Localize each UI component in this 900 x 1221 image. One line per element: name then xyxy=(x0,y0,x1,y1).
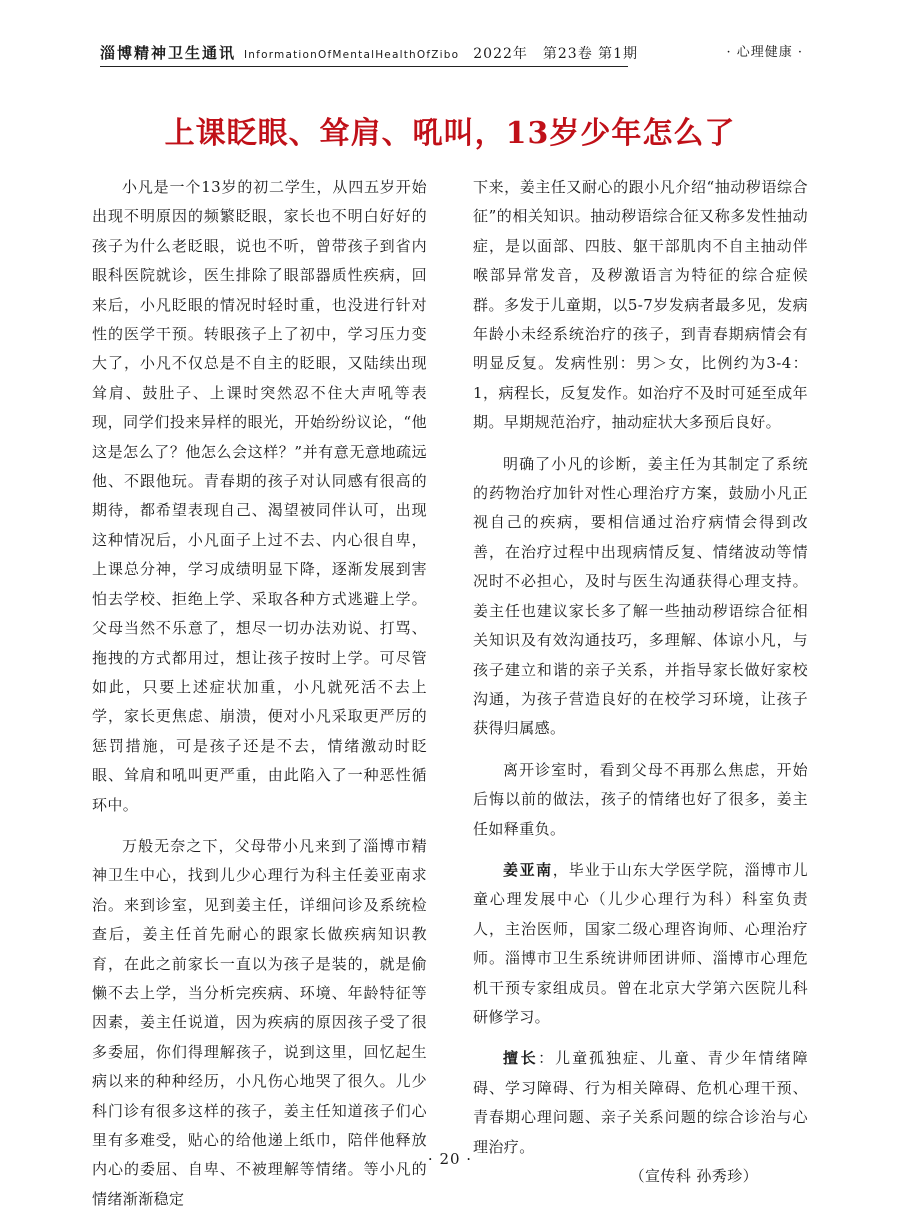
author-bio xyxy=(473,856,808,1032)
page-number: · 20 · xyxy=(427,1150,473,1168)
author-specialty xyxy=(473,1044,808,1162)
running-header xyxy=(100,40,800,66)
paragraph: 明确了小凡的诊断，姜主任为其制定了系统的药物治疗加针对性心理治疗方案，鼓励小凡正视自己的疾病，要相信通过治疗病情会得到改善，在治疗过程中出现病情反复、情绪波动等情况时不必担心，及时与医生沟通获得心理支持。姜主任也建议家长多了解一些抽动秽语综合征相关知识及有效沟通技巧，多理解、体谅小凡，与孩子建立和谐的亲子关系，并指导家长做好家校沟通，为孩子营造良好的在校学习环境，让孩子获得归属感。 xyxy=(473,454,808,738)
paragraph: 万般无奈之下，父母带小凡来到了淄博市精神卫生中心，找到儿少心理行为科主任姜亚南求治。来到诊室，见到姜主任，详细问诊及系统检查后，姜主任首先耐心的跟家长做疾病知识教育，在此之前家长一直以为孩子是装的，就是偷懒不去上学，当分析完疾病、环境、年龄特征等因素，姜主任说道，因为疾病的原因孩子受了很多委屈，你们得理解孩子，说到这里，回忆起生病以来的种种经历，小凡伤心地哭了很久。儿少科门诊有很多这样的孩子，姜主任知道孩子们心里有多难受，贴心的给他递上纸巾，陪伴他释放内心的委屈、自卑、不被理解等情绪。等小凡的情绪渐渐稳定 xyxy=(92,836,427,1208)
article-title: 上课眨眼、耸肩、吼叫，13岁少年怎么了 xyxy=(164,116,736,151)
section-label: · 心理健康 · xyxy=(726,45,803,60)
right-column xyxy=(473,173,808,1191)
journal-english-name: InformationOfMentalHealthOfZibo xyxy=(244,49,460,61)
paragraph: 离开诊室时，看到父母不再那么焦虑，开始后悔以前的做法，孩子的情绪也好了很多，姜主任如释重负。 xyxy=(473,760,808,838)
left-column xyxy=(92,173,427,1214)
specialty-text: ：儿童孤独症、儿童、青少年情绪障碍、学习障碍、行为相关障碍、危机心理干预、青春期心理问题、亲子关系问题的综合诊治与心理治疗。 xyxy=(473,1049,808,1156)
article-signature: （宣传科 孙秀珍） xyxy=(629,1167,758,1185)
specialty-label: 擅长 xyxy=(503,1049,539,1068)
paragraph: 下来，姜主任又耐心的跟小凡介绍“抽动秽语综合征”的相关知识。抽动秽语综合征又称多发性抽动症，是以面部、四肢、躯干部肌肉不自主抽动伴喉部异常发音，及秽激语言为特征的综合症候群。多发于儿童期，以5-7岁发病者最多见，发病年龄小未经系统治疗的孩子，到青春期病情会有明显反复。发病性别：男＞女，比例约为3-4：1，病程长，反复发作。如治疗不及时可延至成年期。早期规范治疗，抽动症状大多预后良好。 xyxy=(473,178,808,432)
header-rule xyxy=(100,66,628,67)
paragraph: 小凡是一个13岁的初二学生，从四五岁开始出现不明原因的频繁眨眼，家长也不明白好好的孩子为什么老眨眼，说也不听，曾带孩子到省内眼科医院就诊，医生排除了眼部器质性疾病，回来后，小凡眨眼的情况时轻时重，也没进行针对性的医学干预。转眼孩子上了初中，学习压力变大了，小凡不仅总是不自主的眨眼，又陆续出现耸肩、鼓肚子、上课时突然忍不住大声吼等表现，同学们投来异样的眼光，开始纷纷议论，“他这是怎么了？他怎么会这样？”并有意无意地疏远他、不跟他玩。青春期的孩子对认同感有很高的期待，都希望表现自己、渴望被同伴认可，出现这种情况后，小凡面子上过不去、内心很自卑，上课总分神，学习成绩明显下降，逐渐发展到害怕去学校、拒绝上学、采取各种方式逃避上学。父母当然不乐意了，想尽一切办法劝说、打骂、拖拽的方式都用过，想让孩子按时上学。可尽管如此，只要上述症状加重，小凡就死活不去上学，家长更焦虑、崩溃，便对小凡采取更严厉的惩罚措施，可是孩子还是不去，情绪激动时眨眼、耸肩和吼叫更严重，由此陷入了一种恶性循环中。 xyxy=(92,178,427,814)
issue-info: 2022年 第23卷 第1期 xyxy=(473,46,639,62)
journal-name: 淄博精神卫生通讯 xyxy=(100,44,237,62)
author-name: 姜亚南 xyxy=(503,860,553,879)
author-bio-text: ，毕业于山东大学医学院，淄博市儿童心理发展中心（儿少心理行为科）科室负责人，主治医师，国家二级心理咨询师、心理治疗师。淄博市卫生系统讲师团讲师、淄博市心理危机干预专家组成员。曾在北京大学第六医院儿科研修学习。 xyxy=(473,860,808,1026)
